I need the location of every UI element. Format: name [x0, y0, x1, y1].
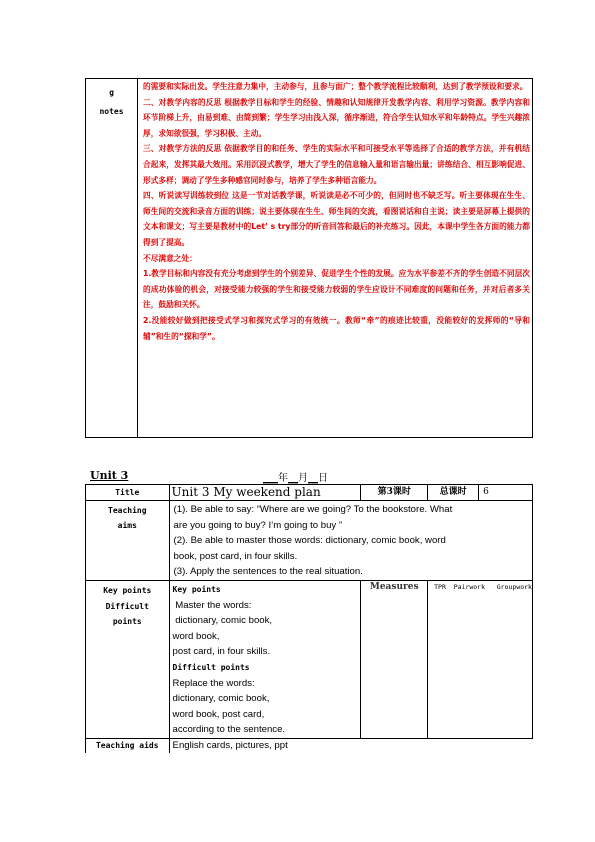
difficult-points-heading: Difficult points: [172, 662, 250, 672]
difficult-points-label: Difficult: [105, 601, 149, 611]
key-points-label: Key points: [103, 585, 152, 595]
difficult-points-label: points: [112, 617, 142, 627]
aims-line: (1). Be able to say: “Where are we going? To the bookstore. What: [173, 504, 453, 515]
date-line: [263, 469, 328, 484]
lesson-plan-table: [85, 484, 533, 753]
notes-label: notes: [99, 107, 124, 116]
notes-paragraph: 不尽满意之处：: [143, 253, 197, 263]
notes-paragraph: 四、听说读写训练较到位 这是一节对话教学课，听说读是必不可少的，但同时也不缺乏写。听主要体现在生生、师生间的交流和录音方面的训练；说主要体现在生生、师生间的交流，看图说话和自主说；读主要是屏幕上提供的文本和课文；写主要是教材中的Let’ s try部分的听音回答和最后的补充练习。因此，本课中学生各方面的能力都得到了提高。: [143, 191, 530, 247]
difficult-points-line: word book, post card,: [172, 708, 265, 720]
difficult-points-line: dictionary, comic book,: [172, 693, 270, 705]
measures-label: Measures: [361, 580, 428, 738]
aims-line: (3). Apply the sentences to the real situation.: [173, 566, 363, 578]
date-blank: __: [288, 473, 298, 484]
date-blank: __: [308, 473, 318, 484]
aims-line: are you going to buy? I’m going to buy ”: [173, 519, 343, 531]
title-label: Title: [86, 485, 170, 501]
aims-line: (2). Be able to master those words: dictionary, comic book, word: [173, 535, 446, 547]
aims-label: aims: [117, 521, 137, 530]
aims-label: Teaching: [108, 506, 147, 515]
period-label: 第3课时: [361, 485, 428, 501]
key-points-content: [169, 580, 361, 738]
teaching-aids-value: English cards, pictures, ppt: [169, 738, 532, 753]
key-points-line: Master the words:: [172, 599, 252, 611]
notes-table: [85, 78, 533, 438]
notes-paragraph: 2.没能较好做到把接受式学习和探究式学习的有效统一。教师“牵”的痕迹比较重，没能较好的发挥师的“导和辅”和生的“探和学”。: [143, 315, 530, 341]
title-value: Unit 3 My weekend plan: [169, 485, 361, 501]
unit-heading: Unit 3: [90, 469, 129, 482]
teaching-aids-label: Teaching aids: [86, 738, 170, 753]
aims-content: [169, 501, 532, 581]
key-points-line: dictionary, comic book,: [172, 615, 273, 627]
total-periods-value: 6: [479, 485, 533, 501]
key-points-line: post card, in four skills.: [172, 646, 271, 658]
difficult-points-line: Replace the words:: [172, 677, 255, 689]
key-points-heading: Key points: [172, 584, 221, 594]
aims-line: book, post card, in four skills.: [173, 550, 298, 562]
total-periods-label: 总课时: [428, 485, 479, 501]
notes-label-cell: [86, 79, 138, 438]
key-points-label-cell: [86, 580, 170, 738]
date-year: 年: [278, 473, 288, 484]
measures-value: TPR Pairwork Groupwork: [428, 580, 533, 738]
date-month: 月: [298, 473, 308, 484]
date-day: 日: [318, 473, 328, 484]
difficult-points-line: according to the sentence.: [172, 724, 286, 736]
notes-paragraph: 1.教学目标和内容没有充分考虑到学生的个别差异、促进学生个性的发展。应为水平参差不齐的学生创造不同层次的成功体验的机会，对接受能力较强的学生和接受能力较弱的学生应设计不同难度的问题和任务，并对后者多关注，鼓励和关怀。: [143, 269, 530, 310]
key-points-line: word book,: [172, 630, 220, 642]
aims-label-cell: [86, 501, 170, 581]
notes-content-cell: [138, 79, 533, 438]
notes-paragraph: 二、对教学内容的反思 根据教学目标和学生的经验、情趣和认知规律开发教学内容、利用学习资源。教学内容和环节阶梯上升，由易到难、由简到繁；学生学习由浅入深，循序渐进，符合学生认知水平和年龄特点。学生兴趣浓厚，求知欲很强，学习积极、主动。: [143, 97, 530, 138]
notes-paragraph: 的需要和实际出发。学生注意力集中，主动参与，且参与面广；整个教学流程比较顺利，达到了教学预设和要求。: [143, 82, 528, 91]
notes-paragraph: 三、对教学方法的反思 依据教学目的和任务、学生的实际水平和可接受水平等选择了合适的教学方法，并有机结合起来，发挥其最大效用。采用沉浸式教学，增大了学生的信息输入量和语言输出量；讲练结合、相互影响促进、形式多样；调动了学生多种感官同时参与，培养了学生多种语言能力。: [143, 144, 530, 185]
notes-label-fragment: g: [109, 88, 114, 97]
date-blank: ___: [263, 473, 278, 484]
